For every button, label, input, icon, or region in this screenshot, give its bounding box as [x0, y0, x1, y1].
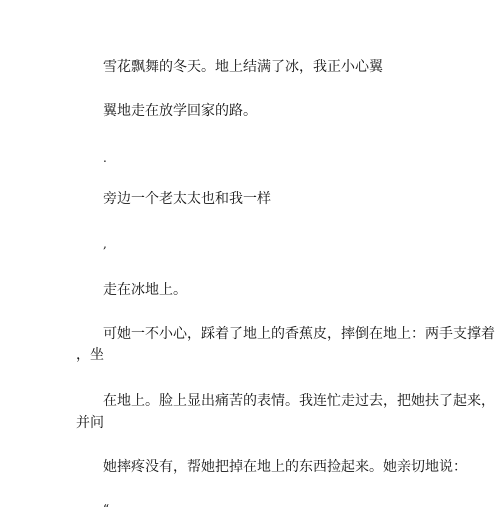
text-line-6: 走在冰地上。	[103, 282, 187, 298]
text-line-7: 可她一不小心，踩着了地上的香蕉皮，摔倒在地上：两手支撑着	[103, 326, 495, 342]
text-line-3: .	[103, 151, 107, 165]
text-line-9: 在地上。脸上显出痛苦的表情。我连忙走过去，把她扶了起来，	[103, 393, 495, 409]
text-line-5: ,	[103, 237, 107, 251]
text-line-4: 旁边一个老太太也和我一样	[103, 191, 271, 207]
text-line-10: 并问	[76, 415, 104, 431]
text-line-11: 她摔疼没有，帮她把掉在地上的东西捡起来。她亲切地说：	[103, 459, 467, 475]
text-line-2: 翼地走在放学回家的路。	[103, 103, 257, 119]
text-line-12: “	[103, 502, 110, 516]
text-line-1: 雪花飘舞的冬天。地上结满了冰，我正小心翼	[103, 59, 383, 75]
text-line-8: ，坐	[76, 347, 104, 363]
